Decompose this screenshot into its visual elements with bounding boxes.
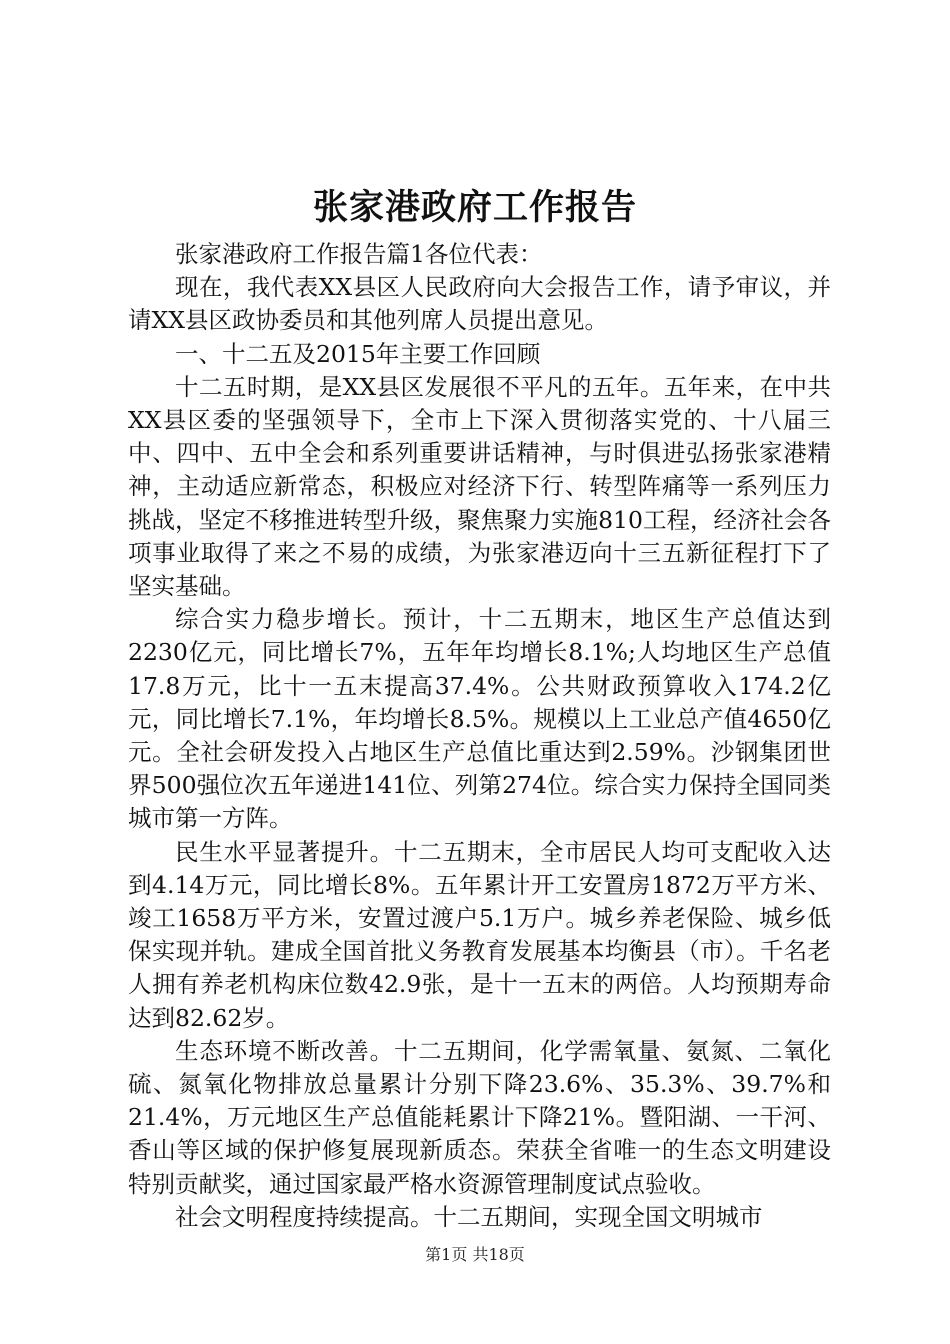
section-heading: 一、十二五及2015年主要工作回顾 — [175, 339, 541, 368]
paragraph-greeting: 张家港政府工作报告篇1各位代表： — [175, 240, 543, 268]
paragraph-environment: 生态环境不断改善。十二五期间，化学需氧量、氨氮、二氧化硫、氮氧化物排放总量累计分别下降23.6%、35.3%、39.7%和21.4%，万元地区生产总值能耗累计下降21%。暨阳湖、一干河、香山等区域的保护修复展现新质态。荣获全省唯一的生态文明建设特别贡献奖，通过国家最严格水资源管理制度试点验收。 — [128, 1036, 831, 1198]
document-body — [128, 238, 831, 1234]
paragraph-economy: 综合实力稳步增长。预计，十二五期末，地区生产总值达到2230亿元，同比增长7%，五年年均增长8.1%;人均地区生产总值17.8万元，比十一五末提高37.4%。公共财政预算收入174.2亿元，同比增长7.1%，年均增长8.5%。规模以上工业总产值4650亿元。全社会研发投入占地区生产总值比重达到2.59%。沙钢集团世界500强位次五年递进141位、列第274位。综合实力保持全国同类城市第一方阵。 — [128, 605, 831, 833]
paragraph-civilization: 社会文明程度持续提高。十二五期间，实现全国文明城市 — [175, 1202, 763, 1231]
document-title: 张家港政府工作报告 — [312, 187, 637, 228]
paragraph-livelihood: 民生水平显著提升。十二五期末，全市居民人均可支配收入达到4.14万元，同比增长8%。五年累计开工安置房1872万平方米、竣工1658万平方米，安置过渡户5.1万户。城乡养老保险、城乡低保实现并轨。建成全国首批义务教育发展基本均衡县（市）。千名老人拥有养老机构床位数42.9张，是十一五末的两倍。人均预期寿命达到82.62岁。 — [128, 837, 831, 1032]
paragraph-review: 十二五时期，是XX县区发展很不平凡的五年。五年来，在中共XX县区委的坚强领导下，全市上下深入贯彻落实党的、十八届三中、四中、五中全会和系列重要讲话精神，与时俱进弘扬张家港精神，主动适应新常态，积极应对经济下行、转型阵痛等一系列压力挑战，坚定不移推进转型升级，聚焦聚力实施810工程，经济社会各项事业取得了来之不易的成绩，为张家港迈向十三五新征程打下了坚实基础。 — [128, 372, 831, 601]
page-number-footer: 第1页 共18页 — [425, 1245, 525, 1264]
paragraph-intro: 现在，我代表XX县区人民政府向大会报告工作，请予审议，并请XX县区政协委员和其他列席人员提出意见。 — [128, 273, 831, 335]
